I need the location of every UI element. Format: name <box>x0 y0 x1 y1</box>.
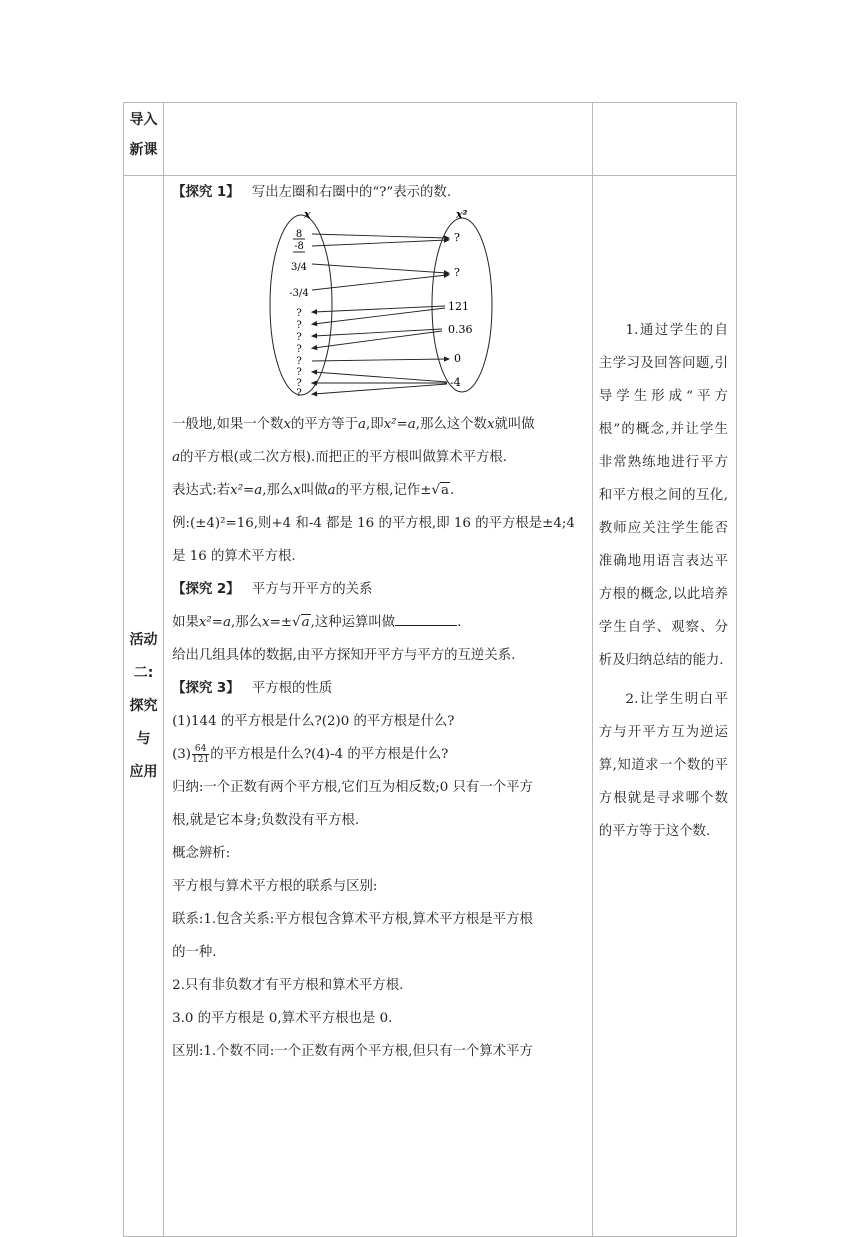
explore-tag: 【探究 3】 <box>172 681 240 696</box>
text-run: ,这种运算叫做 <box>310 615 396 630</box>
answer-blank <box>395 611 457 626</box>
example-line: 是 16 的算术平方根. <box>172 549 296 564</box>
explore2-line <box>172 606 586 639</box>
diagram-left-item: ? <box>296 332 302 343</box>
section-label-line: 新课 <box>129 142 158 158</box>
explore-text: 平方根的性质 <box>251 681 333 696</box>
text-run: x <box>293 483 301 498</box>
difference-line: 区别:1.个数不同:一个正数有两个平方根,但只有一个算术平方 <box>172 1044 533 1059</box>
design-note: 1.通过学生的自主学习及回答问题,引导学生形成“平方根”的概念,并让学生非常熟练地进行平方和平方根之间的互化,教师应关注学生能否准确地用语言表达平方根的概念,以此培养学生自学、观察、分析及归纳总结的能力. <box>598 323 728 668</box>
intro-notes-cell <box>592 103 736 176</box>
diagram-left-item: -8 <box>294 241 304 252</box>
diagram-left-item: ? <box>296 320 302 331</box>
explore-tag: 【探究 2】 <box>172 582 240 597</box>
diagram-right-item: 0.36 <box>448 323 473 336</box>
explore2-heading <box>172 573 586 606</box>
relation-title: 平方根与算术平方根的联系与区别: <box>172 879 378 894</box>
diagram-right-item: 0 <box>454 352 462 365</box>
section-label-line: 导入 <box>129 112 158 128</box>
diagram-right-item: ? <box>454 231 460 244</box>
section-label-activity <box>124 176 164 1237</box>
diagram-left-item: 8 <box>295 229 303 240</box>
fraction-denominator: 121 <box>192 755 210 765</box>
diagram-left-item: -3/4 <box>289 288 309 299</box>
text-run: x²=a <box>383 417 416 432</box>
text-run: 表达式:若 <box>172 483 231 498</box>
diagram-left-item: ? <box>296 308 302 319</box>
link-line: 联系:1.包含关系:平方根包含算术平方根,算术平方根是平方根 <box>172 912 533 927</box>
text-run: a <box>357 417 366 432</box>
sqrt-symbol: √a <box>292 615 310 630</box>
definition-line <box>172 408 586 441</box>
activity-content-cell <box>164 176 593 1237</box>
radicand: a <box>441 483 449 498</box>
diagram-left-item: ? <box>296 356 302 367</box>
diagram-left-item: ? <box>296 367 302 378</box>
link-line: 的一种. <box>172 945 217 960</box>
table-row <box>124 176 737 1237</box>
fraction-numerator: 64 <box>192 744 209 755</box>
diagram-right-item: ? <box>454 266 460 279</box>
text-run: 如果 <box>172 615 199 630</box>
text-run: x <box>486 417 495 432</box>
section-label-line: 探究 <box>129 697 158 714</box>
text-run: x <box>262 615 270 630</box>
text-run: 的平方等于 <box>291 417 358 432</box>
text-run: 就叫做 <box>494 417 535 432</box>
diagram-right-header: x² <box>456 208 468 221</box>
summary-line: 根,就是它本身;负数没有平方根. <box>172 813 360 828</box>
fraction <box>192 744 209 765</box>
diagram-left-item: ? <box>296 344 302 355</box>
diagram-left-header: x <box>304 208 311 221</box>
section-label-line: 应用 <box>129 763 158 780</box>
explore1-heading <box>172 182 586 204</box>
text-run: . <box>457 615 462 630</box>
example-line: 例:(±4)²=16,则+4 和-4 都是 16 的平方根,即 16 的平方根是±4;4 <box>172 516 575 531</box>
text-run: a <box>327 483 336 498</box>
text-run: a <box>172 450 181 465</box>
link-line: 3.0 的平方根是 0,算术平方根也是 0. <box>172 1011 393 1026</box>
explore-tag: 【探究 1】 <box>172 185 240 200</box>
intro-content-cell <box>164 103 593 176</box>
section-label-line: 与 <box>136 730 151 747</box>
text-run: x²=a <box>230 483 263 498</box>
text-run: 的平方根是什么?(4)-4 的平方根是什么? <box>210 747 449 762</box>
text-run: 的平方根,记作± <box>335 483 432 498</box>
expression-line <box>172 474 586 507</box>
text-run: x <box>283 417 292 432</box>
text-run: ,那么 <box>262 483 294 498</box>
explore-text: 写出左圈和右圈中的“?”表示的数. <box>251 185 452 200</box>
table-row <box>124 103 737 176</box>
square-mapping-diagram <box>172 204 592 404</box>
text-run: ,即 <box>365 417 384 432</box>
section-label-line: 活动 <box>129 631 158 648</box>
text-run: ,那么这个数 <box>415 417 487 432</box>
design-note: 2.让学生明白平方与开平方互为逆运算,知道求一个数的平方根就是寻求哪个数的平方等于这个数. <box>598 692 728 839</box>
diagram-left-item: ? <box>296 378 302 389</box>
explore3-heading <box>172 672 586 705</box>
radicand: a <box>301 615 310 630</box>
question-line: (1)144 的平方根是什么?(2)0 的平方根是什么? <box>172 714 455 729</box>
diagram-right-item: -4 <box>450 376 461 389</box>
text-run: =± <box>269 615 293 630</box>
lesson-table <box>123 102 737 1237</box>
explore2-line: 给出几组具体的数据,由平方探知开平方与平方的互逆关系. <box>172 648 516 663</box>
text-run: 叫做 <box>300 483 328 498</box>
concept-line: 概念辨析: <box>172 846 231 861</box>
question-line <box>172 738 586 771</box>
section-label-line: 二: <box>133 664 154 681</box>
text-run: ,那么 <box>230 615 263 630</box>
text-run: . <box>450 483 455 498</box>
explore-text: 平方与开平方的关系 <box>251 582 373 597</box>
definition-line <box>172 441 586 474</box>
sqrt-symbol: √a <box>431 483 449 498</box>
text-run: 一般地,如果一个数 <box>172 417 284 432</box>
text-run: (3) <box>172 747 192 762</box>
diagram-right-item: 121 <box>448 300 470 313</box>
diagram-left-item: ? <box>296 388 302 399</box>
link-line: 2.只有非负数才有平方根和算术平方根. <box>172 978 404 993</box>
activity-notes-cell <box>592 176 736 1237</box>
section-label-intro <box>124 103 164 176</box>
text-run: x²=a <box>198 615 231 630</box>
text-run: 的平方根(或二次方根).而把正的平方根叫做算术平方根. <box>180 450 507 465</box>
summary-line: 归纳:一个正数有两个平方根,它们互为相反数;0 只有一个平方 <box>172 780 533 795</box>
diagram-left-item: 3/4 <box>291 262 308 273</box>
